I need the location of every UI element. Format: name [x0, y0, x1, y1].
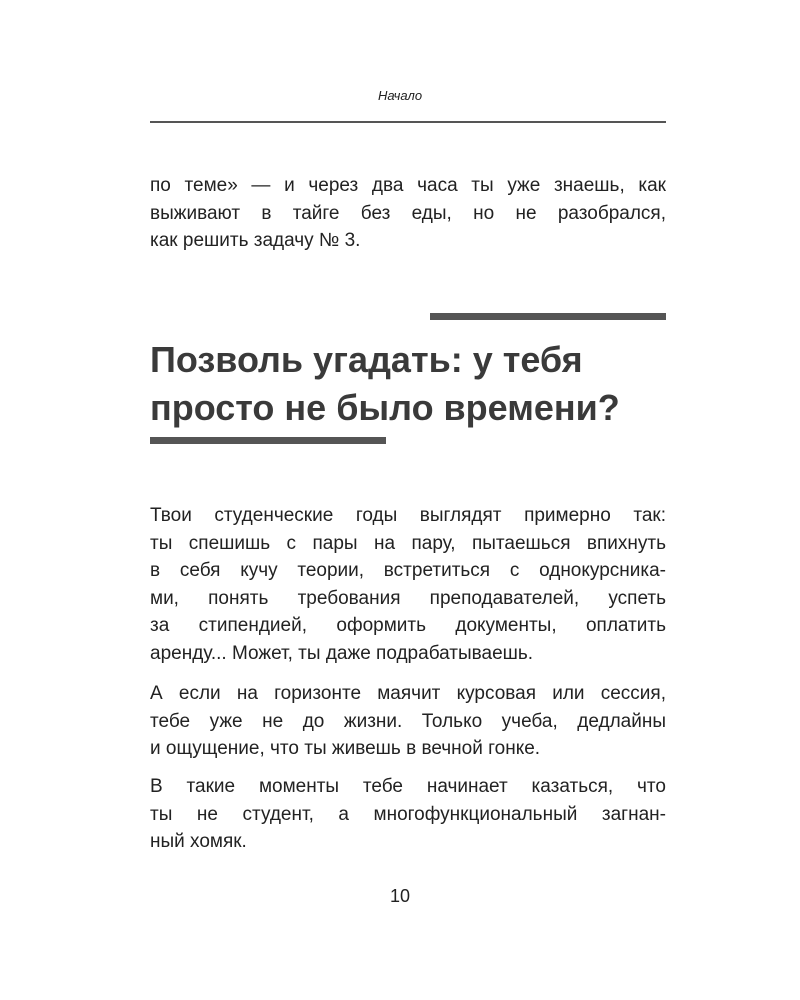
section-heading: [150, 336, 670, 432]
text-line: тебе уже не до жизни. Только учеба, дедлайны: [150, 710, 666, 732]
header-rule: [150, 121, 666, 123]
text-line: и ощущение, что ты живешь в вечной гонке.: [150, 738, 541, 759]
text-line: по теме» — и через два часа ты уже знаешь, как: [150, 175, 666, 196]
text-line: выживают в тайге без еды, но не разобрался,: [150, 202, 666, 224]
body-paragraph-1: [150, 502, 666, 667]
text-line: ты спешишь с пары на пару, пытаешься впихнуть: [150, 532, 666, 554]
heading-line: Позволь угадать: у тебя: [150, 339, 583, 380]
heading-bottom-bar: [150, 437, 386, 444]
text-line: как решить задачу № 3.: [150, 230, 361, 251]
body-paragraph-3: [150, 773, 666, 856]
text-line: В такие моменты тебе начинает казаться, что: [150, 776, 666, 797]
text-line: ты не студент, а многофункциональный загнан-: [150, 803, 666, 825]
heading-top-bar: [430, 313, 666, 320]
text-line: А если на горизонте маячит курсовая или сессия,: [150, 683, 666, 704]
intro-paragraph: [150, 172, 666, 255]
page-number: 10: [389, 886, 411, 906]
body-paragraph-2: [150, 680, 666, 763]
text-line: за стипендией, оформить документы, оплатить: [150, 615, 666, 636]
text-line: ми, понять требования преподавателей, успеть: [150, 587, 666, 609]
text-line: ный хомяк.: [150, 831, 247, 852]
text-line: Твои студенческие годы выглядят примерно так:: [150, 505, 666, 526]
running-header: Начало: [377, 88, 423, 103]
text-line: в себя кучу теории, встретиться с однокурсника-: [150, 560, 666, 581]
heading-line: просто не было времени?: [150, 387, 620, 428]
text-line: аренду... Может, ты даже подрабатываешь.: [150, 642, 534, 664]
